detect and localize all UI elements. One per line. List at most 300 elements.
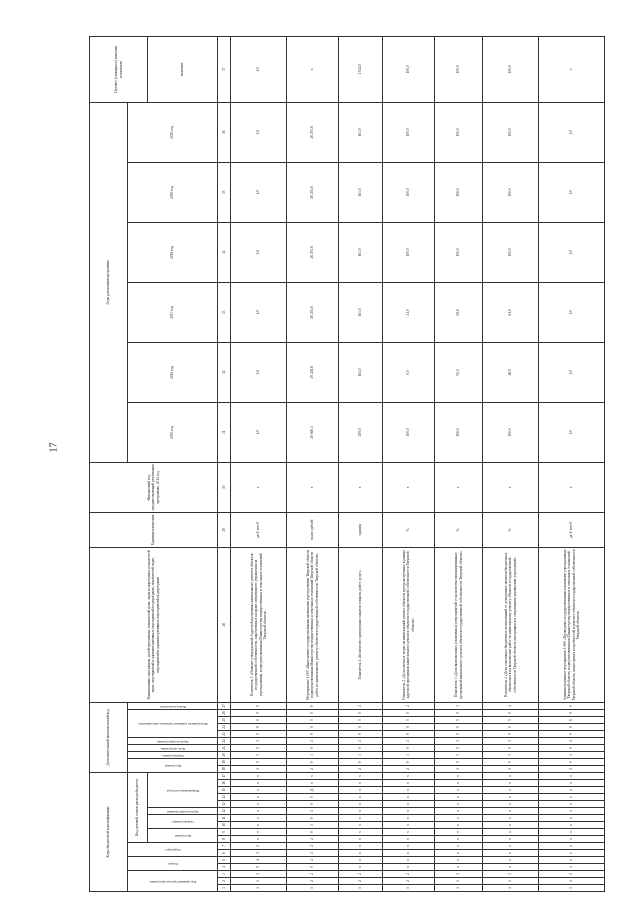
code-cell: 2 [435, 766, 483, 773]
code-cell: 2 [231, 843, 287, 850]
code-cell: х [339, 808, 383, 815]
code-cell: х [435, 822, 483, 829]
row-description: Показатель 2 «Доля сметных затрат на капитальный ремонт объектов, предусмотренных в рамках адресной программы капитального ремонта объектов государственной собственности Тверской области» [383, 547, 435, 702]
col-number: 4 [218, 864, 231, 871]
code-cell: х [539, 864, 605, 871]
code-cell: х [231, 780, 287, 787]
base-year-cell: х [287, 462, 339, 512]
target-value-cell: 100,0 [483, 36, 539, 102]
code-cell: 1 [287, 738, 339, 745]
code-cell: 3 [231, 752, 287, 759]
year-value-cell: 26 253,6 [287, 282, 339, 342]
year-2020-header: 2020 год [128, 102, 218, 162]
code-cell: х [539, 829, 605, 836]
code-cell: х [339, 843, 383, 850]
code-cell: 0 [435, 710, 483, 717]
row-description: Мероприятие 1.005 «Выполнение государственными казенными учреждениями Тверской области подведомственными Министерству имущественных и земельных отношений Тверской области работ по капитальному ремонту объектов государственной собственности Тверской области» [287, 547, 339, 702]
code-cell: х [339, 780, 383, 787]
years-group-header: Годы реализации программы [90, 102, 128, 462]
year-value-cell: 100,0 [435, 162, 483, 222]
code-cell: х [383, 829, 435, 836]
base-year-cell: х [339, 462, 383, 512]
code-cell: 0 [287, 710, 339, 717]
col-number: 25 [218, 717, 231, 724]
code-cell: х [383, 822, 435, 829]
year-value-cell: 163,0 [339, 162, 383, 222]
budget-codes-header: Коды бюджетной классификации [90, 773, 128, 892]
code-cell: 2 [483, 878, 539, 885]
code-cell: 0 [435, 724, 483, 731]
code-cell: х [483, 843, 539, 850]
code-cell: 3 [287, 822, 339, 829]
code-cell: 0 [339, 731, 383, 738]
code-cell: 1 [231, 885, 287, 892]
code-cell: 0 [287, 801, 339, 808]
year-value-cell: 100,0 [435, 102, 483, 162]
code-cell: х [539, 801, 605, 808]
code-cell: х [539, 836, 605, 843]
year-2016-header: 2016 год [128, 342, 218, 402]
base-year-cell: х [539, 462, 605, 512]
code-cell: х [231, 787, 287, 794]
code-cell: х [539, 857, 605, 864]
target-value-cell: х [287, 36, 339, 102]
year-value-cell: 1,0 [231, 282, 287, 342]
base-year-cell: х [383, 462, 435, 512]
code-cell: х [483, 857, 539, 864]
table-row [339, 36, 383, 891]
table-row [435, 36, 483, 891]
code-cell: 0 [287, 864, 339, 871]
year-value-cell: 100,0 [383, 222, 435, 282]
code-cell: 1 [231, 738, 287, 745]
year-value-cell: 1,0 [539, 102, 605, 162]
col-number: 18 [218, 766, 231, 773]
code-cell: х [339, 822, 383, 829]
code-cell: 0 [539, 745, 605, 752]
col-number: 14 [218, 794, 231, 801]
code-cell: х [483, 836, 539, 843]
code-cell: х [435, 808, 483, 815]
code-cell: 2 [339, 878, 383, 885]
year-value-cell: 92,0 [435, 342, 483, 402]
year-value-cell: 100,0 [435, 222, 483, 282]
col-number: 36 [218, 102, 231, 162]
year-value-cell: 1,0 [231, 402, 287, 462]
col-number: 16 [218, 780, 231, 787]
col-number: 19 [218, 759, 231, 766]
code-cell: 0 [339, 745, 383, 752]
code-cell: 0 [231, 731, 287, 738]
table-row [539, 36, 605, 891]
code-cell: х [231, 794, 287, 801]
year-value-cell: 1,0 [539, 342, 605, 402]
col-number: 3 [218, 871, 231, 878]
col-number: 21 [218, 745, 231, 752]
code-cell: 2 [287, 836, 339, 843]
code-cell: 5 [483, 717, 539, 724]
table-row [231, 36, 287, 891]
col-number: 37 [218, 36, 231, 102]
code-cell: 5 [435, 717, 483, 724]
unit-cell: тысяч рублей [287, 512, 339, 547]
year-value-cell: 1,0 [231, 102, 287, 162]
col-number: 10 [218, 822, 231, 829]
year-value-cell: 100,0 [483, 222, 539, 282]
add-goal-header: Цель программы [160, 746, 185, 751]
code-cell: 5 [287, 717, 339, 724]
code-cell: х [383, 815, 435, 822]
year-value-cell: 100,0 [383, 162, 435, 222]
col-number: 5 [218, 857, 231, 864]
year-value-cell: 1,0 [539, 282, 605, 342]
code-cell: х [287, 780, 339, 787]
article-task-header: Задача подпрограммы [166, 809, 199, 814]
add-task-header: Задача подпрограммы [156, 739, 189, 744]
year-value-cell: 163,0 [339, 102, 383, 162]
base-year-header: Финансовый год, предшествующий реализации программы, 2014 год [90, 462, 218, 512]
code-cell: 0 [287, 724, 339, 731]
code-cell: 0 [287, 731, 339, 738]
add-indicator-header: Номер показателя [159, 704, 186, 709]
code-cell: 1 [383, 738, 435, 745]
code-cell: х [483, 801, 539, 808]
code-cell: 1 [483, 738, 539, 745]
code-cell: 0 [231, 702, 287, 709]
code-cell: 2 [435, 878, 483, 885]
year-value-cell: 1,0 [231, 342, 287, 402]
column-number-row [218, 36, 231, 891]
code-cell: 2 [483, 871, 539, 878]
row-description: Административное мероприятие 1.006 «Проведение государственными казенными учреждениями Тверской области, подведомственными Министерству имущественных и земельных отношений Тверской области, мониторинга потребностей в ремонте объектов государственной собственности Тверской области» [539, 547, 605, 702]
code-cell: 3 [287, 752, 339, 759]
code-cell: х [539, 843, 605, 850]
code-cell: 0 [435, 731, 483, 738]
code-cell: 1 [339, 885, 383, 892]
year-value-cell: 61,0 [483, 282, 539, 342]
code-cell: х [539, 773, 605, 780]
col-number: 6 [218, 850, 231, 857]
code-cell: 3 [435, 702, 483, 709]
col-number: 23 [218, 731, 231, 738]
code-cell: х [483, 780, 539, 787]
section-header: Раздел [167, 862, 178, 867]
year-value-cell: 163,0 [339, 222, 383, 282]
code-cell: 0 [383, 710, 435, 717]
program-table [89, 36, 605, 892]
col-number: 15 [218, 787, 231, 794]
code-cell: 1 [339, 702, 383, 709]
year-value-cell: 100,0 [383, 402, 435, 462]
code-cell: 0 [231, 759, 287, 766]
col-number: 13 [218, 801, 231, 808]
code-cell: 0 [483, 759, 539, 766]
code-cell: 0 [539, 702, 605, 709]
col-number: 28 [218, 547, 231, 702]
code-cell: 3 [539, 752, 605, 759]
code-cell: х [383, 794, 435, 801]
target-value-cell: 1,0 [231, 36, 287, 102]
code-cell: х [539, 822, 605, 829]
year-2019-header: 2019 год [128, 162, 218, 222]
code-cell: х [539, 780, 605, 787]
code-cell: х [435, 773, 483, 780]
code-cell: 1 [231, 850, 287, 857]
year-value-cell: 100,0 [483, 162, 539, 222]
year-value-cell: 29 438,8 [287, 342, 339, 402]
code-cell: х [231, 836, 287, 843]
code-cell: х [435, 829, 483, 836]
code-cell: х [539, 815, 605, 822]
base-year-cell: х [231, 462, 287, 512]
subsection-header: Подраздел [164, 848, 181, 853]
code-cell: 2 [383, 871, 435, 878]
code-cell: 2 [435, 871, 483, 878]
code-cell: 5 [339, 717, 383, 724]
code-cell: х [539, 808, 605, 815]
code-cell: 0 [483, 745, 539, 752]
code-cell: х [231, 822, 287, 829]
col-number: 17 [218, 773, 231, 780]
year-value-cell: 1,0 [539, 162, 605, 222]
code-cell: 0 [287, 815, 339, 822]
year-value-cell: 48,9 [483, 342, 539, 402]
code-cell: х [287, 773, 339, 780]
code-cell: 0 [287, 829, 339, 836]
col-number: 8 [218, 836, 231, 843]
code-cell: х [383, 857, 435, 864]
code-cell: 1 [287, 808, 339, 815]
col-number: 2 [218, 878, 231, 885]
year-value-cell: 209,0 [339, 402, 383, 462]
code-cell: 4 [231, 857, 287, 864]
target-value-cell: х [539, 36, 605, 102]
year-value-cell: 1,0 [539, 222, 605, 282]
code-cell: х [339, 864, 383, 871]
col-number: 22 [218, 738, 231, 745]
code-cell: 5 [383, 717, 435, 724]
code-cell: 0 [287, 759, 339, 766]
col-number: 1 [218, 885, 231, 892]
year-2015-header: 2015 год [128, 402, 218, 462]
code-cell: 2 [539, 878, 605, 885]
year-value-cell: 100,0 [483, 102, 539, 162]
code-cell: х [339, 829, 383, 836]
code-cell: х [231, 829, 287, 836]
additional-code-header: Дополнительный аналитический код [90, 702, 128, 772]
code-cell: 0 [231, 717, 287, 724]
code-cell: х [383, 773, 435, 780]
code-cell: 5 [287, 794, 339, 801]
value-header: значение [148, 36, 218, 102]
code-cell: 0 [339, 759, 383, 766]
col-number: 27 [218, 702, 231, 709]
col-number: 33 [218, 282, 231, 342]
code-cell: х [483, 808, 539, 815]
activity-dir-header: Направление расходов [166, 788, 199, 793]
code-cell: х [435, 815, 483, 822]
code-cell: 0 [339, 724, 383, 731]
code-cell: 0 [539, 724, 605, 731]
code-cell: х [339, 773, 383, 780]
col-number: 31 [218, 402, 231, 462]
code-cell: 0 [483, 710, 539, 717]
add-event-header: Мероприятие (административное мероприятие) [137, 722, 208, 727]
add-subprogram-header: Подпрограмма [161, 753, 184, 758]
code-cell: 1 [339, 738, 383, 745]
col-number: 26 [218, 710, 231, 717]
unit-cell: единиц [339, 512, 383, 547]
code-cell: х [483, 794, 539, 801]
code-cell: 3 [339, 752, 383, 759]
year-value-cell: 1,0 [231, 222, 287, 282]
code-cell: 0 [383, 745, 435, 752]
code-cell: х [435, 864, 483, 871]
code-cell: х [435, 801, 483, 808]
code-cell: 0 [339, 710, 383, 717]
code-cell: х [435, 787, 483, 794]
unit-cell: % [435, 512, 483, 547]
code-cell: 2 [539, 766, 605, 773]
add-program-header: Программа [164, 764, 181, 769]
code-cell: х [383, 864, 435, 871]
code-cell: х [231, 773, 287, 780]
code-cell: х [231, 808, 287, 815]
unit-cell: % [483, 512, 539, 547]
code-cell: 2 [483, 766, 539, 773]
code-cell: 0 [483, 731, 539, 738]
code-cell: Д [287, 787, 339, 794]
table-body [231, 36, 605, 891]
col-number: 11 [218, 815, 231, 822]
unit-cell: % [383, 512, 435, 547]
unit-header: Единица измерения [90, 512, 218, 547]
target-value-cell: 100,0 [435, 36, 483, 102]
year-value-cell: 29 660,1 [287, 402, 339, 462]
code-cell: х [483, 850, 539, 857]
col-number: 7 [218, 843, 231, 850]
year-value-cell: 0,0 [383, 342, 435, 402]
code-cell: 0 [539, 731, 605, 738]
col-number: 32 [218, 342, 231, 402]
code-cell: х [435, 857, 483, 864]
table-row [287, 36, 339, 891]
col-number: 24 [218, 724, 231, 731]
code-cell: х [383, 836, 435, 843]
row-description: Показатель 1 «Количество проведенных закупок товаров, работ, услуг» [339, 547, 383, 702]
year-value-cell: 100,0 [435, 402, 483, 462]
code-cell: х [383, 780, 435, 787]
code-cell: 0 [231, 745, 287, 752]
table-row [483, 36, 539, 891]
code-cell: х [339, 794, 383, 801]
code-cell: 1 [483, 885, 539, 892]
col-number: 20 [218, 752, 231, 759]
year-value-cell: 163,0 [339, 282, 383, 342]
code-cell: 1 [539, 885, 605, 892]
code-cell: х [483, 787, 539, 794]
code-cell: 0 [287, 745, 339, 752]
code-cell: 1 [435, 885, 483, 892]
col-number: 35 [218, 162, 231, 222]
target-header: Целевое (суммарное) значение показателя [90, 36, 148, 102]
code-cell: 0 [231, 724, 287, 731]
code-cell: 1 [383, 885, 435, 892]
code-cell: х [483, 864, 539, 871]
year-value-cell: 161,0 [339, 342, 383, 402]
target-article-header: Код целевой статьи расхода бюджета [128, 773, 148, 843]
code-cell: 2 [287, 766, 339, 773]
code-cell: х [435, 794, 483, 801]
code-cell: 0 [287, 702, 339, 709]
code-cell: х [383, 787, 435, 794]
code-cell: х [435, 850, 483, 857]
target-value-cell: 1 022,0 [339, 36, 383, 102]
code-cell: х [383, 808, 435, 815]
code-cell: 0 [435, 759, 483, 766]
code-cell: х [383, 801, 435, 808]
code-cell: х [383, 843, 435, 850]
code-cell: 6 [539, 717, 605, 724]
code-cell: 2 [287, 871, 339, 878]
article-subprogram-header: Подпрограмма [171, 820, 194, 825]
target-value-cell: 100,0 [383, 36, 435, 102]
year-value-cell: 26 253,6 [287, 162, 339, 222]
row-description: Показатель 1 «Наличие утвержденной Адресной программы капитального ремонта объектов государственной собственности, закрепленных на праве оперативного управления за учреждениями, подведомственными Министерству имущественных и земельных отношений Тверской области» [231, 547, 287, 702]
code-cell: 4 [483, 702, 539, 709]
code-cell: 0 [539, 759, 605, 766]
code-cell: 2 [231, 766, 287, 773]
code-cell: 0 [539, 710, 605, 717]
code-cell: 2 [539, 871, 605, 878]
col-number: 12 [218, 808, 231, 815]
year-value-cell: 26 253,6 [287, 102, 339, 162]
code-cell: 2 [287, 878, 339, 885]
code-cell: х [231, 815, 287, 822]
code-cell: 2 [383, 766, 435, 773]
code-cell: х [435, 843, 483, 850]
code-cell: 3 [435, 752, 483, 759]
code-cell: х [435, 780, 483, 787]
code-cell: х [383, 850, 435, 857]
code-cell: 0 [483, 724, 539, 731]
code-cell: 3 [383, 752, 435, 759]
code-cell: 2 [339, 871, 383, 878]
code-cell: 4 [287, 857, 339, 864]
code-cell: 2 [339, 766, 383, 773]
code-cell: 0 [231, 864, 287, 871]
code-cell: х [339, 815, 383, 822]
year-value-cell: 100,0 [383, 102, 435, 162]
program-table-rotated [89, 38, 582, 892]
year-value-cell: 21,0 [383, 282, 435, 342]
code-cell: 0 [383, 724, 435, 731]
code-cell: 2 [383, 878, 435, 885]
base-year-cell: х [435, 462, 483, 512]
code-cell: 1 [539, 738, 605, 745]
article-program-header: Программа [174, 834, 191, 839]
col-number: 9 [218, 829, 231, 836]
unit-cell: да-1/ нет-0 [539, 512, 605, 547]
code-cell: х [339, 857, 383, 864]
year-value-cell: 1,0 [231, 162, 287, 222]
code-cell: х [339, 801, 383, 808]
code-cell: 0 [435, 745, 483, 752]
name-header: Наименование программы, целей программы, показателей цели, задач подпрограмм, показателей задач, мероприятий и административных мероприятий подпрограмм, показателей задач, мероприятий и административных мероприятий подпрограмм [90, 547, 218, 702]
table-row [383, 36, 435, 891]
code-cell: 2 [231, 878, 287, 885]
code-cell: 1 [435, 738, 483, 745]
